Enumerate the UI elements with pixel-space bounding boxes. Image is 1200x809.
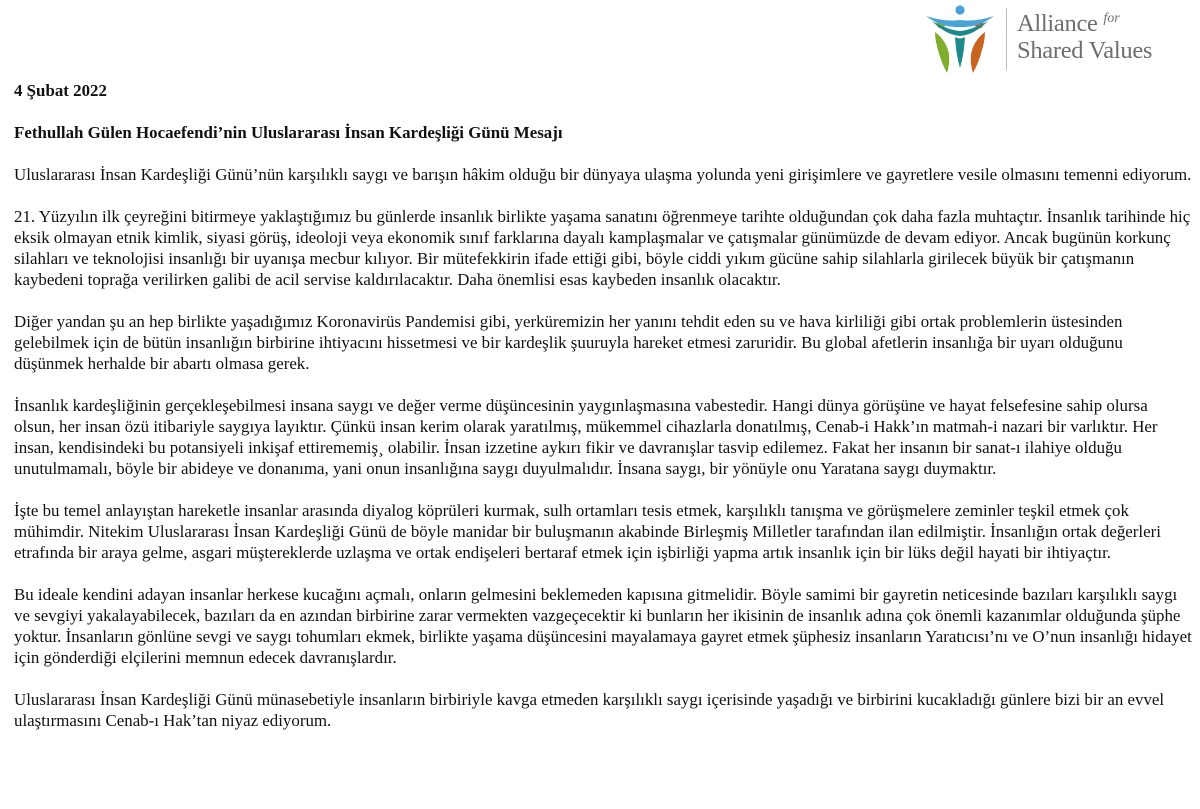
document-title: Fethullah Gülen Hocaefendi’nin Uluslararası İnsan Kardeşliği Günü Mesajı (14, 123, 563, 142)
paragraph: Diğer yandan şu an hep birlikte yaşadığımız Koronavirüs Pandemisi gibi, yerküremizin her yanını tehdit eden su ve hava kirliliği gibi ortak problemlerin üstesinden gelebilmek için de bütün insanlığın birbirine ihtiyacını hissetmesi ve bir kardeşlik şuuruyla hareket etmesi zaruridir. Bu global afetlerin insanlığa bir uyarı olduğunu düşünmek herhalde bir abartı olmasa gerek. (14, 312, 1123, 373)
logo-body-teal (955, 37, 965, 68)
alliance-logo[interactable] (922, 4, 1192, 74)
paragraph: Bu ideale kendini adayan insanlar herkese kucağını açmalı, onların gelmesini beklemeden kapısına gitmelidir. Böyle samimi bir gayretin neticesinde bazıları karşılıklı saygı ve sevgiyi yakalayabilecek, bazıları da en azından birbirine zarar vermekten vazgeçecektir ki bunların her ikisinin de insanlık adına çok önemli kazanımlar olduğunda şüphe yoktur. İnsanların gönlüne sevgi ve saygı tohumları ekmek, birlikte yaşama düşüncesini mayalamaya gayret etmek şüphesiz insanların Yaratıcısı’nı ve O’nun insanlığı hidayet için gönderdiği elçilerini memnun edecek davranışlardır. (14, 585, 1192, 667)
document-date: 4 Şubat 2022 (14, 81, 107, 100)
paragraph: 21. Yüzyılın ilk çeyreğini bitirmeye yaklaştığımız bu günlerde insanlık birlikte yaşama sanatını öğrenmeye tarihte olduğundan çok daha fazla muhtaçtır. İnsanlık tarihinde hiç eksik olmayan etnik kimlik, siyasi görüş, ideoloji veya ekonomik sınıf farklarına dayalı kamplaşmalar ve çatışmalar günümüzde de devam ediyor. Ancak bugünün korkunç silahları ve teknolojisi insanlığı bir uyanışa mecbur kılıyor. Bir mütefekkirin ifade ettiği gibi, böyle ciddi yıkım gücüne sahip silahlarla girilecek büyük bir çatışmanın kaybedeni toprağa verilirken galibi de acil servise kaldırılacaktır. Daha önemlisi esas kaybeden insanlık olacaktır. (14, 207, 1191, 289)
logo-head-blue (955, 5, 964, 14)
paragraph: Uluslararası İnsan Kardeşliği Günü’nün karşılıklı saygı ve barışın hâkim olduğu bir dünyaya ulaşma yolunda yeni girişimlere ve gayretlere vesile olmasını temenni ediyorum. (14, 165, 1192, 184)
paragraph: Uluslararası İnsan Kardeşliği Günü münasebetiyle insanların birbiriyle kavga etmeden karşılıklı saygı içerisinde yaşadığı ve birbirini kucakladığı günlere bizi bir an evvel ulaştırmasını Cenab-ı Hak’tan niyaz ediyorum. (14, 690, 1165, 730)
logo-wordmark (1017, 12, 1152, 63)
logo-divider (1006, 8, 1007, 70)
logo-body-green (935, 32, 949, 73)
paragraph: İşte bu temel anlayıştan hareketle insanlar arasında diyalog köprüleri kurmak, sulh ortamları tesis etmek, karşılıklı tanışma ve görüşmelere zeminler teşkil etmek çok mühimdir. Nitekim Uluslararası İnsan Kardeşliği Günü de böyle manidar bir buluşmanın akabinde Birleşmiş Milletler tarafından ilan edilmiştir. İnsanlığın ortak değerleri etrafında bir araya gelme, asgari müştereklerde uzlaşma ve ortak endişeleri bertaraf etmek için işbirliği yapma artık insanlık için bir lüks değil hayati bir ihtiyaçtır. (14, 501, 1161, 562)
logo-line-1 (1017, 12, 1152, 37)
message-document (14, 80, 1192, 731)
logo-word-for: for (1103, 11, 1120, 26)
logo-arms-blue (926, 16, 994, 27)
logo-line-2: Shared Values (1017, 36, 1153, 64)
logo-word-alliance: Alliance (1017, 10, 1098, 38)
logo-body-orange (971, 32, 985, 73)
paragraph: İnsanlık kardeşliğinin gerçekleşebilmesi insana saygı ve değer verme düşüncesinin yaygınlaşmasına vabestedir. Hangi dünya görüşüne ve hayat felsefesine sahip olursa olsun, her insan özü itibariyle saygıya layıktır. Çünkü insan kerim olarak yaratılmış, mükemmel cihazlarla donatılmış, Cenab-i Hakk’ın matmah-i nazari bir varlıktır. Her insan, kendisindeki bu potansiyeli inkişaf ettirememiş¸ olabilir. İnsan izzetine aykırı fikir ve davranışlar tasvip edilemez. Fakat her insanın bir sanat-ı ilahiye olduğu unutulmamalı, böyle bir abideye ve donanıma, yani onun insanlığına saygı duyulmalıdır. İnsana saygı, bir yönüyle onu Yaratana saygı duymaktır. (14, 396, 1158, 478)
people-figures-logo-icon (922, 4, 998, 74)
